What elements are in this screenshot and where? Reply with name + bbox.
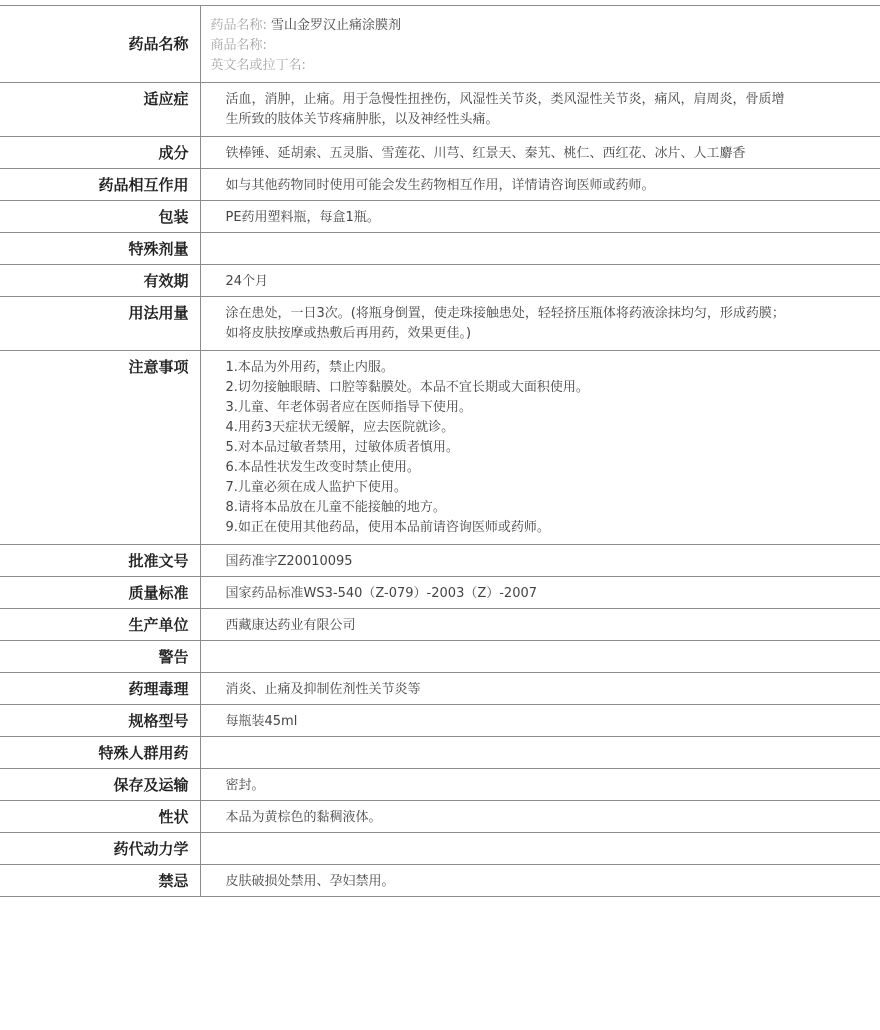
shelf-life-label: 有效期 [0, 265, 200, 297]
indications-cell [200, 83, 880, 137]
approval-number-value: 国药准字Z20010095 [225, 554, 353, 569]
ingredients-label: 成分 [0, 137, 200, 169]
english-name-line [211, 56, 880, 76]
row-storage [0, 769, 880, 801]
row-warning [0, 641, 880, 673]
row-quality-standard [0, 577, 880, 609]
special-population-value [200, 737, 880, 769]
storage-label: 保存及运输 [0, 769, 200, 801]
precaution-item: 9.如正在使用其他药品，使用本品前请咨询医师或药师。 [225, 520, 550, 535]
manufacturer-label: 生产单位 [0, 609, 200, 641]
special-population-label: 特殊人群用药 [0, 737, 200, 769]
usage-label: 用法用量 [0, 297, 200, 351]
row-manufacturer [0, 609, 880, 641]
row-pharmacokinetics [0, 833, 880, 865]
product-name-cell [200, 6, 880, 83]
precaution-item: 1.本品为外用药，禁止内服。 [225, 360, 394, 375]
row-special-dosage [0, 233, 880, 265]
precautions-label: 注意事项 [0, 351, 200, 545]
quality-standard-value: 国家药品标准WS3-540（Z-079）-2003（Z）-2007 [225, 586, 538, 601]
ingredients-value: 铁棒锤、延胡索、五灵脂、雪莲花、川芎、红景天、秦艽、桃仁、西红花、冰片、人工麝香 [225, 146, 746, 161]
row-approval-number [0, 545, 880, 577]
generic-name-label: 药品名称: [210, 18, 267, 33]
row-appearance [0, 801, 880, 833]
precautions-list [200, 351, 880, 545]
trade-name-label: 商品名称: [210, 38, 267, 53]
warning-label: 警告 [0, 641, 200, 673]
usage-cell [200, 297, 880, 351]
generic-name-value: 雪山金罗汉止痛涂膜剂 [271, 18, 402, 33]
precaution-item: 6.本品性状发生改变时禁止使用。 [225, 460, 420, 475]
row-usage [0, 297, 880, 351]
row-interactions [0, 169, 880, 201]
row-precautions [0, 351, 880, 545]
appearance-label: 性状 [0, 801, 200, 833]
usage-value: 涂在患处，一日3次。(将瓶身倒置，使走珠接触患处，轻轻挤压瓶体将药液涂抹均匀，形成药膜；如将皮肤按摩或热敷后再用药，效果更佳。) [225, 306, 785, 341]
interactions-value: 如与其他药物同时使用可能会发生药物相互作用，详情请咨询医师或药师。 [225, 178, 655, 193]
pharmacology-label: 药理毒理 [0, 673, 200, 705]
appearance-value: 本品为黄棕色的黏稠液体。 [225, 810, 382, 825]
contraindications-label: 禁忌 [0, 865, 200, 897]
contraindications-value: 皮肤破损处禁用、孕妇禁用。 [225, 874, 395, 889]
special-dosage-value [200, 233, 880, 265]
generic-name-line [211, 16, 880, 36]
row-product-name [0, 6, 880, 83]
manufacturer-value: 西藏康达药业有限公司 [225, 618, 356, 633]
pharmacokinetics-label: 药代动力学 [0, 833, 200, 865]
precaution-item: 5.对本品过敏者禁用，过敏体质者慎用。 [225, 440, 459, 455]
precaution-item: 8.请将本品放在儿童不能接触的地方。 [225, 500, 446, 515]
row-packaging [0, 201, 880, 233]
approval-number-label: 批准文号 [0, 545, 200, 577]
warning-value [200, 641, 880, 673]
specification-value: 每瓶装45ml [225, 714, 298, 729]
interactions-label: 药品相互作用 [0, 169, 200, 201]
trade-name-line [211, 36, 880, 56]
storage-value: 密封。 [225, 778, 265, 793]
quality-standard-label: 质量标准 [0, 577, 200, 609]
indications-label: 适应症 [0, 83, 200, 137]
row-specification [0, 705, 880, 737]
row-indications [0, 83, 880, 137]
indications-value: 活血，消肿，止痛。用于急慢性扭挫伤，风湿性关节炎，类风湿性关节炎，痛风，肩周炎，骨质增生所致的肢体关节疼痛肿胀，以及神经性头痛。 [225, 92, 785, 127]
drug-spec-table [0, 5, 880, 897]
precaution-item: 7.儿童必须在成人监护下使用。 [225, 480, 407, 495]
row-ingredients [0, 137, 880, 169]
row-shelf-life [0, 265, 880, 297]
special-dosage-label: 特殊剂量 [0, 233, 200, 265]
specification-label: 规格型号 [0, 705, 200, 737]
product-name-label: 药品名称 [0, 6, 200, 83]
row-pharmacology [0, 673, 880, 705]
pharmacology-value: 消炎、止痛及抑制佐剂性关节炎等 [225, 682, 421, 697]
precaution-item: 4.用药3天症状无缓解，应去医院就诊。 [225, 420, 455, 435]
english-name-label: 英文名或拉丁名: [210, 58, 306, 73]
precaution-item: 2.切勿接触眼睛、口腔等黏膜处。本品不宜长期或大面积使用。 [225, 380, 589, 395]
pharmacokinetics-value [200, 833, 880, 865]
shelf-life-value: 24个月 [225, 274, 269, 289]
row-special-population [0, 737, 880, 769]
row-contraindications [0, 865, 880, 897]
packaging-label: 包装 [0, 201, 200, 233]
precaution-item: 3.儿童、年老体弱者应在医师指导下使用。 [225, 400, 472, 415]
packaging-value: PE药用塑料瓶，每盒1瓶。 [225, 210, 380, 225]
